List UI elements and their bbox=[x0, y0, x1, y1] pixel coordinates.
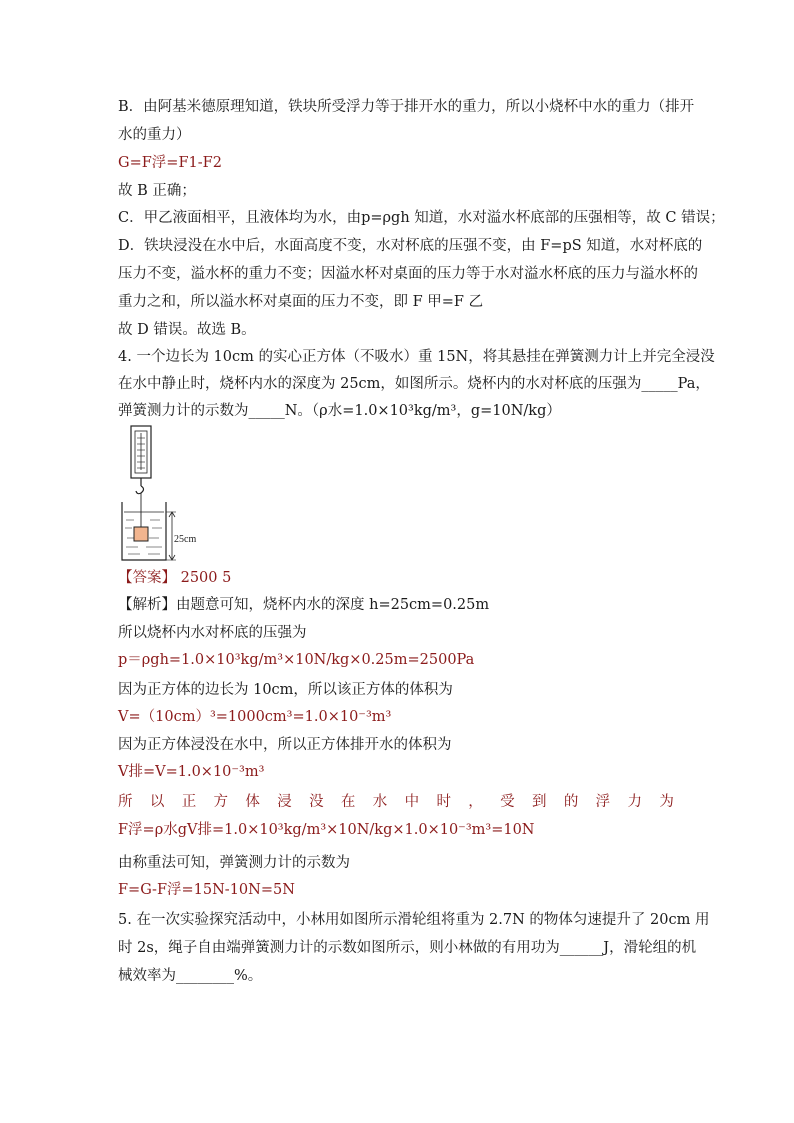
formula-line: F=G-F浮=15N-10N=5N bbox=[118, 882, 295, 898]
formula-line: p＝ρgh=1.0×10³kg/m³×10N/kg×0.25m=2500Pa bbox=[118, 652, 475, 668]
text-line: B．由阿基米德原理知道，铁块所受浮力等于排开水的重力，所以小烧杯中水的重力（排开 bbox=[118, 99, 695, 115]
depth-label: 25cm bbox=[174, 534, 197, 545]
text-line: 重力之和，所以溢水杯对桌面的压力不变，即 F 甲=F 乙 bbox=[118, 294, 484, 310]
spring-scale-beaker-figure bbox=[118, 424, 218, 566]
text-line: 压力不变，溢水杯的重力不变；因溢水杯对桌面的压力等于水对溢水杯底的压力与溢水杯的 bbox=[118, 266, 698, 282]
justified-analysis-line: 所 以 正 方 体 浸 没 在 水 中 时 ， 受 到 的 浮 力 为 bbox=[118, 794, 674, 810]
question-5-line: 5. 在一次实验探究活动中，小林用如图所示滑轮组将重为 2.7N 的物体匀速提升了 20cm 用 bbox=[118, 912, 710, 928]
formula-line: F浮=ρ水gV排=1.0×10³kg/m³×10N/kg×1.0×10⁻³m³=10N bbox=[118, 822, 535, 838]
analysis-line: 【解析】由题意可知，烧杯内水的深度 h=25cm=0.25m bbox=[118, 597, 490, 613]
answer-line: 【答案】 2500 5 bbox=[118, 570, 232, 586]
figure-drawing bbox=[118, 424, 218, 566]
text-line: 故 D 错误。故选 B。 bbox=[118, 322, 256, 338]
analysis-line: 由称重法可知，弹簧测力计的示数为 bbox=[118, 855, 350, 871]
analysis-line: 因为正方体的边长为 10cm，所以该正方体的体积为 bbox=[118, 682, 453, 698]
analysis-line: 因为正方体浸没在水中，所以正方体排开水的体积为 bbox=[118, 737, 452, 753]
text-line: 故 B 正确； bbox=[118, 183, 196, 199]
question-4-line: 4. 一个边长为 10cm 的实心正方体（不吸水）重 15N，将其悬挂在弹簧测力计上并完全浸没 bbox=[118, 349, 715, 365]
text-line: D．铁块浸没在水中后，水面高度不变，水对杯底的压强不变，由 F=pS 知道，水对杯底的 bbox=[118, 238, 703, 254]
formula-line: G=F浮=F1-F2 bbox=[118, 155, 222, 171]
text-line: C．甲乙液面相平，且液体均为水，由p=ρgh 知道，水对溢水杯底部的压强相等，故 C 错误； bbox=[118, 210, 725, 226]
hook-icon bbox=[136, 486, 144, 494]
question-4-line: 弹簧测力计的示数为_____N。（ρ水=1.0×10³kg/m³，g=10N/kg） bbox=[118, 403, 561, 419]
question-5-line: 时 2s，绳子自由端弹簧测力计的示数如图所示，则小林做的有用功为______J，滑轮组的机 bbox=[118, 940, 697, 956]
question-4-line: 在水中静止时，烧杯内水的深度为 25cm，如图所示。烧杯内的水对杯底的压强为_____Pa， bbox=[118, 376, 710, 392]
formula-line: V排=V=1.0×10⁻³m³ bbox=[118, 764, 265, 780]
cube bbox=[134, 527, 148, 541]
analysis-line: 所以烧杯内水对杯底的压强为 bbox=[118, 625, 307, 641]
formula-line: V=（10cm）³=1000cm³=1.0×10⁻³m³ bbox=[118, 709, 392, 725]
question-5-line: 械效率为________%。 bbox=[118, 968, 263, 984]
text-line: 水的重力） bbox=[118, 127, 191, 143]
